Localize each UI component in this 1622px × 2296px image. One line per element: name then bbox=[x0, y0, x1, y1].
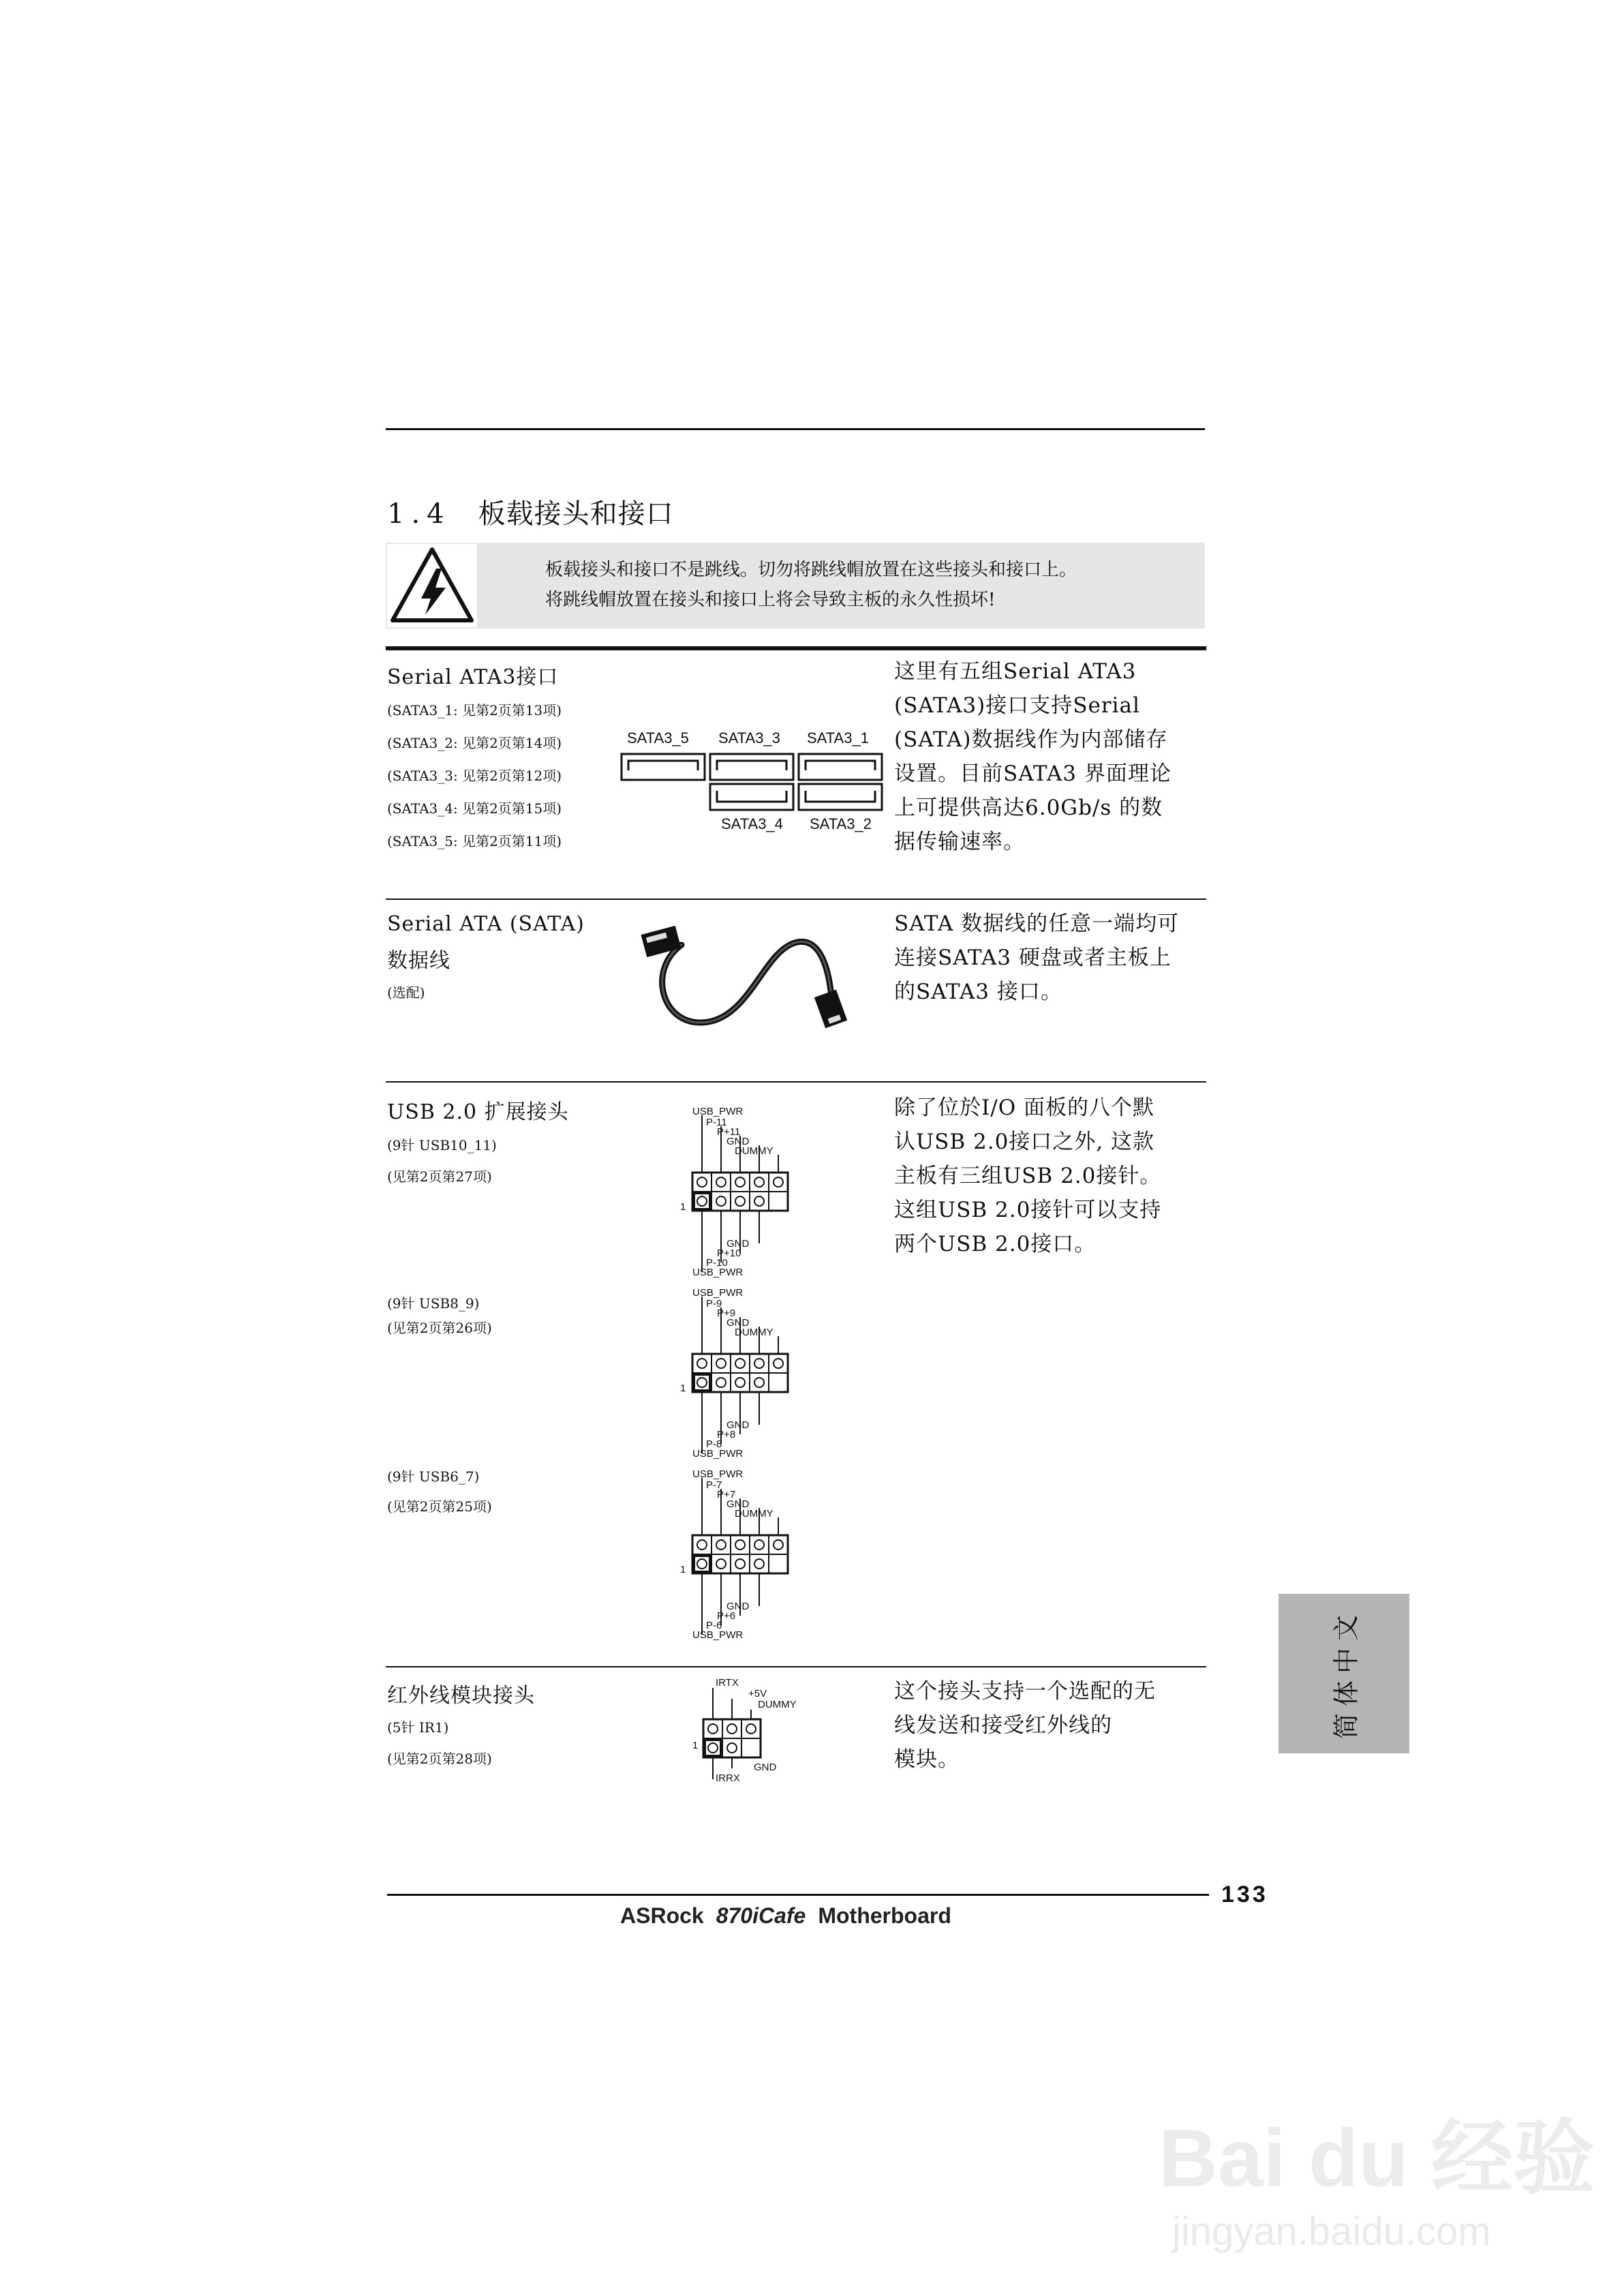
warning-icon bbox=[387, 544, 477, 627]
usb-pin-label-p-top1: P-7 bbox=[706, 1479, 722, 1491]
usb-pin-label-p-top1: P-9 bbox=[706, 1298, 722, 1310]
warning-rule bbox=[386, 646, 1206, 650]
sata-cable-desc-line: 连接SATA3 硬盘或者主板上 bbox=[894, 946, 1172, 970]
usb-pin-label-pin1: 1 bbox=[680, 1201, 686, 1213]
footer-brand: ASRock bbox=[620, 1903, 704, 1928]
usb-header-diagram-1 bbox=[679, 1106, 829, 1276]
ir-irtx-label: IRTX bbox=[716, 1677, 739, 1689]
warning-box bbox=[386, 543, 1205, 629]
usb-group-3-pins: (9针 USB6_7) bbox=[387, 1468, 480, 1485]
usb-pin-label-p-top2: P+11 bbox=[717, 1126, 741, 1138]
usb-header-svg bbox=[679, 1106, 829, 1276]
ir-pin1-label: 1 bbox=[692, 1740, 699, 1751]
sata3-desc-line: 据传输速率。 bbox=[894, 830, 1025, 854]
ir-header-diagram bbox=[688, 1677, 818, 1786]
usb-pin-label-usb-pwr-top: USB_PWR bbox=[692, 1106, 744, 1117]
sata-cable-title-2: 数据线 bbox=[387, 949, 450, 973]
sata3-ports-svg bbox=[619, 750, 886, 813]
ir-desc-line: 模块。 bbox=[894, 1747, 960, 1772]
usb-pin-label-gnd-top: GND bbox=[726, 1317, 750, 1329]
sata3-desc-line: (SATA3)接口支持Serial bbox=[894, 693, 1140, 718]
usb-pin-label-usb-pwr-top: USB_PWR bbox=[692, 1468, 744, 1480]
usb-title: USB 2.0 扩展接头 bbox=[387, 1100, 569, 1124]
sata3-diagram bbox=[619, 723, 886, 840]
divider-rule bbox=[386, 898, 1206, 900]
usb-desc-line: 认USB 2.0接口之外, 这款 bbox=[894, 1130, 1155, 1154]
usb-group-2-ref: (见第2页第26项) bbox=[387, 1320, 492, 1336]
sata3-title: Serial ATA3接口 bbox=[387, 665, 559, 689]
sata3-desc-line: 设置。目前SATA3 界面理论 bbox=[894, 761, 1172, 786]
warning-line-1: 板载接头和接口不是跳线。切勿将跳线帽放置在这些接头和接口上。 bbox=[545, 560, 1077, 580]
usb-desc-line: 这组USB 2.0接针可以支持 bbox=[894, 1198, 1162, 1222]
ir-irrx-label: IRRX bbox=[716, 1772, 740, 1784]
usb-header-diagram-3 bbox=[679, 1468, 829, 1639]
sata3-1-port bbox=[799, 754, 882, 780]
usb-pin-label-dummy: DUMMY bbox=[735, 1145, 774, 1157]
usb-desc-line: 除了位於I/O 面板的八个默 bbox=[894, 1096, 1154, 1120]
sata3-3-port bbox=[710, 754, 793, 780]
ir-desc-line: 这个接头支持一个选配的无 bbox=[894, 1679, 1156, 1704]
usb-header-svg bbox=[679, 1468, 829, 1639]
usb-group-2-pins: (9针 USB8_9) bbox=[387, 1295, 480, 1312]
ir-title: 红外线模块接头 bbox=[387, 1684, 535, 1708]
sata3-1-label: SATA3_1 bbox=[807, 729, 869, 746]
section-number: 1.4 bbox=[387, 498, 451, 530]
sata-cable-title-1: Serial ATA (SATA) bbox=[387, 912, 585, 936]
sata3-4-label: SATA3_4 bbox=[721, 815, 783, 832]
usb-description bbox=[894, 1091, 1214, 1261]
sata3-ref-4: (SATA3_4: 见第2页第15项) bbox=[387, 800, 562, 817]
sata3-2-port bbox=[799, 784, 882, 810]
section-title bbox=[387, 492, 674, 531]
usb-pin-label-p-bot2: P+10 bbox=[717, 1248, 741, 1259]
sata3-4-port bbox=[710, 784, 793, 810]
usb-pin-label-gnd-top: GND bbox=[726, 1498, 750, 1510]
usb-desc-line: 两个USB 2.0接口。 bbox=[894, 1232, 1097, 1256]
sata3-description bbox=[894, 654, 1214, 859]
ir-header-svg bbox=[688, 1677, 818, 1786]
sata3-desc-line: 这里有五组Serial ATA3 bbox=[894, 659, 1137, 684]
watermark-brand: Bai du 经验 bbox=[1159, 2113, 1595, 2204]
usb-pin-label-gnd-bot: GND bbox=[726, 1419, 750, 1431]
warning-text bbox=[545, 555, 1077, 615]
ir-ref: (见第2页第28项) bbox=[387, 1751, 492, 1767]
language-side-tab bbox=[1279, 1594, 1409, 1753]
usb-pin-label-gnd-bot: GND bbox=[726, 1601, 750, 1612]
sata-cable-desc-line: 的SATA3 接口。 bbox=[894, 980, 1062, 1004]
usb-pin-label-p-bot1: P-6 bbox=[706, 1620, 722, 1631]
language-tab-label: 简体中文 bbox=[1331, 1607, 1362, 1740]
usb-pin-label-p-top1: P-11 bbox=[706, 1117, 727, 1128]
usb-header-svg bbox=[679, 1287, 829, 1457]
sata3-2-label: SATA3_2 bbox=[810, 815, 872, 832]
usb-pin-label-p-bot2: P+6 bbox=[717, 1610, 736, 1622]
sata-cable-desc-line: SATA 数据线的任意一端均可 bbox=[894, 911, 1180, 936]
footer-rule bbox=[387, 1894, 1209, 1896]
footer-model: 870iCafe bbox=[716, 1903, 806, 1928]
usb-pin-label-usb-pwr-bot: USB_PWR bbox=[692, 1267, 744, 1278]
usb-pin-label-usb-pwr-top: USB_PWR bbox=[692, 1287, 744, 1299]
ir-pins: (5针 IR1) bbox=[387, 1719, 449, 1736]
ir-5v-label: +5V bbox=[748, 1688, 767, 1700]
divider-rule bbox=[386, 1081, 1206, 1083]
usb-pin-label-p-bot2: P+8 bbox=[717, 1429, 736, 1440]
usb-group-3-ref: (见第2页第25项) bbox=[387, 1498, 492, 1515]
usb-pin-label-dummy: DUMMY bbox=[735, 1508, 774, 1520]
usb-desc-line: 主板有三组USB 2.0接针。 bbox=[894, 1164, 1162, 1188]
usb-group-1-ref: (见第2页第27项) bbox=[387, 1168, 492, 1185]
sata3-3-label: SATA3_3 bbox=[718, 729, 780, 746]
usb-pin-label-dummy: DUMMY bbox=[735, 1327, 774, 1338]
footer-product: Motherboard bbox=[818, 1903, 951, 1928]
usb-pin-label-usb-pwr-bot: USB_PWR bbox=[692, 1629, 744, 1641]
usb-pin-label-gnd-top: GND bbox=[726, 1136, 750, 1147]
usb-header-diagram-2 bbox=[679, 1287, 829, 1460]
ir-description bbox=[894, 1674, 1214, 1777]
sata3-ref-5: (SATA3_5: 见第2页第11项) bbox=[387, 833, 562, 849]
ir-gnd-label: GND bbox=[754, 1762, 777, 1773]
usb-pin-label-p-top2: P+9 bbox=[717, 1308, 736, 1319]
usb-pin-label-pin1: 1 bbox=[680, 1564, 686, 1575]
usb-pin-label-p-bot1: P-10 bbox=[706, 1257, 728, 1269]
sata3-ref-3: (SATA3_3: 见第2页第12项) bbox=[387, 768, 562, 784]
usb-pin-label-p-bot1: P-8 bbox=[706, 1438, 722, 1450]
sata3-5-port bbox=[622, 754, 705, 780]
usb-group-1-pins: (9针 USB10_11) bbox=[387, 1137, 497, 1153]
divider-rule bbox=[386, 1666, 1206, 1667]
watermark-url: jingyan.baidu.com bbox=[1172, 2209, 1491, 2254]
section-title-text: 板载接头和接口 bbox=[478, 498, 674, 530]
ir-dummy-label: DUMMY bbox=[758, 1699, 797, 1710]
page-number: 133 bbox=[1221, 1882, 1268, 1907]
ir-desc-line: 线发送和接受红外线的 bbox=[894, 1713, 1112, 1738]
top-rule bbox=[386, 428, 1205, 430]
sata3-5-label: SATA3_5 bbox=[627, 729, 689, 746]
usb-pin-label-pin1: 1 bbox=[680, 1383, 686, 1394]
sata-cable-note: (选配) bbox=[387, 984, 425, 1001]
sata3-ref-1: (SATA3_1: 见第2页第13项) bbox=[387, 702, 562, 719]
usb-pin-label-gnd-bot: GND bbox=[726, 1238, 750, 1250]
baidu-watermark bbox=[1152, 2052, 1595, 2284]
sata3-ref-2: (SATA3_2: 见第2页第14项) bbox=[387, 735, 562, 751]
sata3-desc-line: (SATA)数据线作为内部储存 bbox=[894, 727, 1168, 752]
sata-cable-image bbox=[634, 922, 852, 1038]
sata3-desc-line: 上可提供高达6.0Gb/s 的数 bbox=[894, 796, 1163, 820]
warning-line-2: 将跳线帽放置在接头和接口上将会导致主板的永久性损坏! bbox=[545, 590, 996, 610]
footer-text bbox=[620, 1903, 951, 1929]
sata-cable-description bbox=[894, 907, 1214, 1009]
usb-pin-label-p-top2: P+7 bbox=[717, 1489, 736, 1500]
usb-pin-label-usb-pwr-bot: USB_PWR bbox=[692, 1448, 744, 1460]
